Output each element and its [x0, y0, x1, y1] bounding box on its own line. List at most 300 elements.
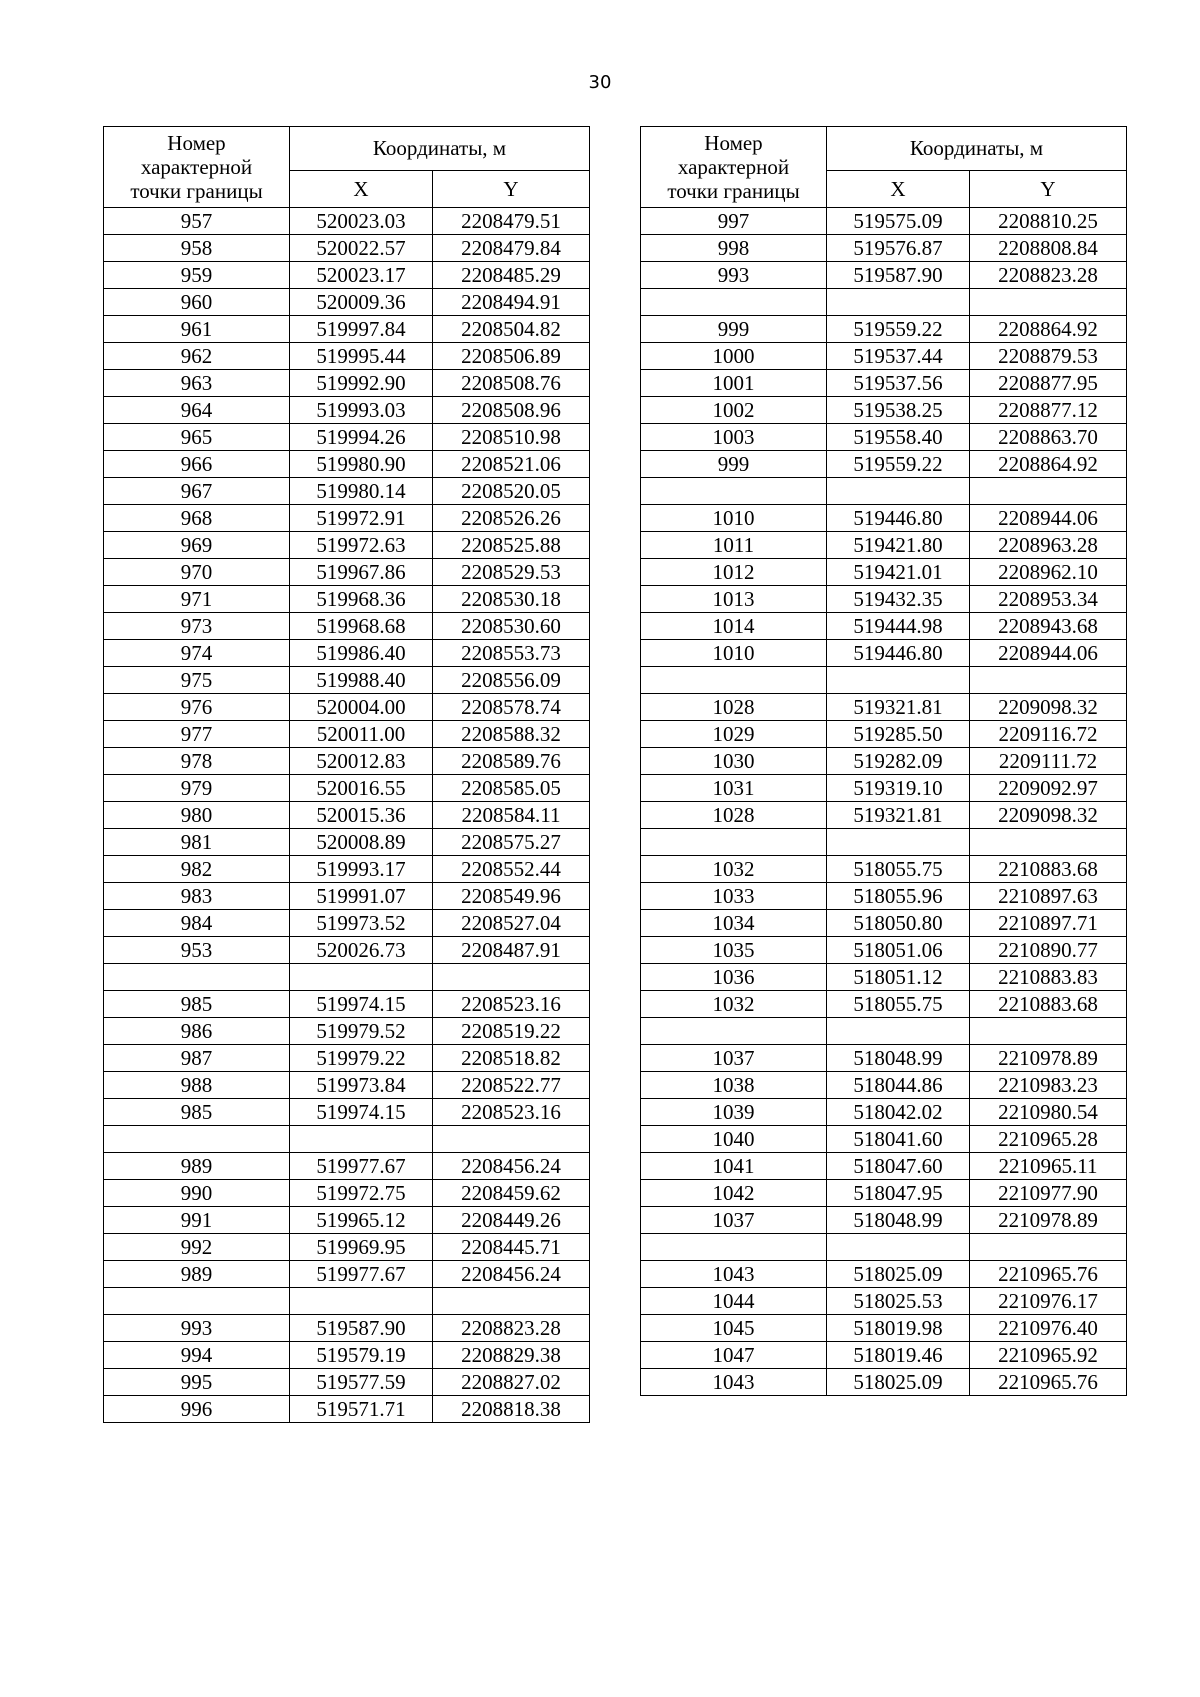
table-row	[104, 694, 590, 721]
x-coordinate-cell: 519285.50	[827, 721, 970, 748]
table-row	[641, 1018, 1127, 1045]
point-number-cell: 970	[104, 559, 290, 586]
point-number-cell: 994	[104, 1342, 290, 1369]
x-coordinate-cell: 518044.86	[827, 1072, 970, 1099]
point-number-cell: 990	[104, 1180, 290, 1207]
y-coordinate-cell: 2210965.92	[970, 1342, 1127, 1369]
y-coordinate-cell: 2208808.84	[970, 235, 1127, 262]
y-coordinate-cell: 2208527.04	[433, 910, 590, 937]
x-header: X	[290, 170, 433, 207]
x-coordinate-cell	[827, 478, 970, 505]
table-row	[641, 262, 1127, 289]
table-row	[104, 1153, 590, 1180]
y-coordinate-cell: 2208585.05	[433, 775, 590, 802]
table-row	[104, 1261, 590, 1288]
table-row	[641, 1315, 1127, 1342]
point-number-cell	[641, 667, 827, 694]
point-number-cell	[104, 964, 290, 991]
x-coordinate-cell: 519559.22	[827, 451, 970, 478]
x-coordinate-cell: 520016.55	[290, 775, 433, 802]
table-row	[641, 829, 1127, 856]
y-coordinate-cell: 2208864.92	[970, 451, 1127, 478]
point-number-cell: 976	[104, 694, 290, 721]
x-coordinate-cell: 519571.71	[290, 1396, 433, 1423]
table-row	[641, 559, 1127, 586]
table-row	[104, 1315, 590, 1342]
point-number-cell: 993	[104, 1315, 290, 1342]
point-number-cell	[104, 1126, 290, 1153]
table-row	[104, 397, 590, 424]
x-coordinate-cell: 520008.89	[290, 829, 433, 856]
y-coordinate-cell: 2210883.68	[970, 991, 1127, 1018]
y-coordinate-cell: 2208521.06	[433, 451, 590, 478]
table-row	[641, 1207, 1127, 1234]
point-number-cell: 959	[104, 262, 290, 289]
x-coordinate-cell: 519977.67	[290, 1261, 433, 1288]
x-coordinate-cell: 519973.84	[290, 1072, 433, 1099]
table-row	[104, 775, 590, 802]
y-coordinate-cell	[970, 667, 1127, 694]
y-coordinate-cell: 2208519.22	[433, 1018, 590, 1045]
page-number: 30	[588, 72, 612, 93]
y-coordinate-cell: 2208584.11	[433, 802, 590, 829]
point-number-cell	[641, 1234, 827, 1261]
table-row	[104, 991, 590, 1018]
x-coordinate-cell: 519446.80	[827, 505, 970, 532]
x-coordinate-cell	[827, 829, 970, 856]
y-coordinate-cell: 2208549.96	[433, 883, 590, 910]
x-coordinate-cell: 519421.80	[827, 532, 970, 559]
table-row	[104, 451, 590, 478]
table-row	[104, 1072, 590, 1099]
point-number-cell: 1032	[641, 856, 827, 883]
y-coordinate-cell: 2208456.24	[433, 1153, 590, 1180]
x-coordinate-cell: 520023.03	[290, 208, 433, 235]
x-coordinate-cell: 519972.63	[290, 532, 433, 559]
x-coordinate-cell: 518041.60	[827, 1126, 970, 1153]
point-number-cell: 1011	[641, 532, 827, 559]
point-number-cell: 989	[104, 1153, 290, 1180]
x-coordinate-cell	[827, 1234, 970, 1261]
y-coordinate-cell: 2208445.71	[433, 1234, 590, 1261]
left-table-body	[104, 208, 590, 1423]
point-number-cell: 977	[104, 721, 290, 748]
point-number-cell: 985	[104, 991, 290, 1018]
y-coordinate-cell: 2208520.05	[433, 478, 590, 505]
table-row	[641, 370, 1127, 397]
point-number-cell: 1035	[641, 937, 827, 964]
y-coordinate-cell: 2208479.84	[433, 235, 590, 262]
x-coordinate-cell	[827, 1018, 970, 1045]
x-coordinate-cell: 518047.60	[827, 1153, 970, 1180]
x-coordinate-cell: 519991.07	[290, 883, 433, 910]
point-number-cell: 1001	[641, 370, 827, 397]
table-row	[641, 532, 1127, 559]
point-number-cell: 1043	[641, 1261, 827, 1288]
table-row	[641, 721, 1127, 748]
point-number-cell: 1010	[641, 505, 827, 532]
point-header-line-3: точки границы	[667, 179, 800, 203]
point-number-cell: 1030	[641, 748, 827, 775]
y-coordinate-cell: 2208829.38	[433, 1342, 590, 1369]
table-row	[104, 235, 590, 262]
x-coordinate-cell: 520012.83	[290, 748, 433, 775]
x-coordinate-cell: 518048.99	[827, 1045, 970, 1072]
y-coordinate-cell: 2208508.76	[433, 370, 590, 397]
table-row	[104, 748, 590, 775]
x-coordinate-cell: 519986.40	[290, 640, 433, 667]
x-coordinate-cell: 520004.00	[290, 694, 433, 721]
point-number-cell: 996	[104, 1396, 290, 1423]
point-header-line-2: характерной	[140, 155, 253, 179]
y-coordinate-cell: 2208963.28	[970, 532, 1127, 559]
x-coordinate-cell: 518025.09	[827, 1369, 970, 1396]
x-coordinate-cell: 520026.73	[290, 937, 433, 964]
table-row	[641, 775, 1127, 802]
point-header-line-3: точки границы	[130, 179, 263, 203]
table-row	[104, 424, 590, 451]
table-row	[641, 1342, 1127, 1369]
table-row	[104, 559, 590, 586]
x-coordinate-cell: 519537.44	[827, 343, 970, 370]
table-row	[641, 964, 1127, 991]
x-coordinate-cell: 519321.81	[827, 802, 970, 829]
x-coordinate-cell: 518048.99	[827, 1207, 970, 1234]
y-coordinate-cell: 2210883.68	[970, 856, 1127, 883]
point-number-cell: 1003	[641, 424, 827, 451]
table-row	[104, 370, 590, 397]
x-coordinate-cell: 519974.15	[290, 1099, 433, 1126]
y-coordinate-cell: 2208508.96	[433, 397, 590, 424]
point-number-header	[641, 127, 827, 208]
point-number-header	[104, 127, 290, 208]
x-coordinate-cell: 518055.75	[827, 991, 970, 1018]
y-coordinate-cell: 2208818.38	[433, 1396, 590, 1423]
point-number-cell: 998	[641, 235, 827, 262]
y-coordinate-cell: 2210980.54	[970, 1099, 1127, 1126]
point-number-cell: 961	[104, 316, 290, 343]
x-coordinate-cell: 519969.95	[290, 1234, 433, 1261]
point-number-cell: 989	[104, 1261, 290, 1288]
y-coordinate-cell: 2208823.28	[970, 262, 1127, 289]
coordinates-header: Координаты, м	[290, 127, 590, 171]
point-number-cell: 1031	[641, 775, 827, 802]
y-coordinate-cell: 2210965.76	[970, 1369, 1127, 1396]
x-coordinate-cell	[290, 1126, 433, 1153]
point-number-cell: 966	[104, 451, 290, 478]
point-number-cell: 995	[104, 1369, 290, 1396]
table-row	[641, 1099, 1127, 1126]
point-number-cell: 1036	[641, 964, 827, 991]
x-coordinate-cell: 519432.35	[827, 586, 970, 613]
table-row	[641, 937, 1127, 964]
x-coordinate-cell: 518019.98	[827, 1315, 970, 1342]
x-coordinate-cell: 519968.68	[290, 613, 433, 640]
point-number-cell: 991	[104, 1207, 290, 1234]
x-coordinate-cell: 519993.17	[290, 856, 433, 883]
point-number-cell: 975	[104, 667, 290, 694]
y-coordinate-cell: 2209098.32	[970, 694, 1127, 721]
point-number-cell: 969	[104, 532, 290, 559]
y-coordinate-cell: 2210965.11	[970, 1153, 1127, 1180]
x-coordinate-cell: 518050.80	[827, 910, 970, 937]
x-coordinate-cell: 519321.81	[827, 694, 970, 721]
y-coordinate-cell: 2210976.40	[970, 1315, 1127, 1342]
x-coordinate-cell: 520023.17	[290, 262, 433, 289]
table-row	[641, 235, 1127, 262]
table-row	[641, 667, 1127, 694]
table-row	[104, 1207, 590, 1234]
point-number-cell: 964	[104, 397, 290, 424]
x-coordinate-cell: 519537.56	[827, 370, 970, 397]
y-coordinate-cell: 2209111.72	[970, 748, 1127, 775]
y-coordinate-cell: 2208449.26	[433, 1207, 590, 1234]
x-coordinate-cell: 519993.03	[290, 397, 433, 424]
y-coordinate-cell	[970, 1018, 1127, 1045]
point-number-cell: 1041	[641, 1153, 827, 1180]
x-coordinate-cell: 518042.02	[827, 1099, 970, 1126]
x-coordinate-cell: 519974.15	[290, 991, 433, 1018]
x-coordinate-cell: 519319.10	[827, 775, 970, 802]
x-coordinate-cell: 519997.84	[290, 316, 433, 343]
table-row	[641, 856, 1127, 883]
x-coordinate-cell: 519444.98	[827, 613, 970, 640]
y-coordinate-cell: 2208823.28	[433, 1315, 590, 1342]
x-coordinate-cell: 519972.75	[290, 1180, 433, 1207]
y-coordinate-cell: 2208944.06	[970, 505, 1127, 532]
y-coordinate-cell: 2208944.06	[970, 640, 1127, 667]
table-row	[641, 1234, 1127, 1261]
y-coordinate-cell: 2208487.91	[433, 937, 590, 964]
table-row	[641, 883, 1127, 910]
point-number-cell: 986	[104, 1018, 290, 1045]
point-number-cell: 962	[104, 343, 290, 370]
point-number-cell: 982	[104, 856, 290, 883]
x-coordinate-cell: 518047.95	[827, 1180, 970, 1207]
y-coordinate-cell: 2208827.02	[433, 1369, 590, 1396]
table-row	[641, 1153, 1127, 1180]
table-row	[641, 451, 1127, 478]
table-row	[641, 910, 1127, 937]
table-row	[641, 478, 1127, 505]
coordinates-header: Координаты, м	[827, 127, 1127, 171]
x-coordinate-cell: 519577.59	[290, 1369, 433, 1396]
x-coordinate-cell: 518051.06	[827, 937, 970, 964]
coordinates-table-right	[640, 126, 1127, 1396]
y-coordinate-cell: 2208588.32	[433, 721, 590, 748]
y-coordinate-cell: 2208530.18	[433, 586, 590, 613]
y-coordinate-cell: 2209116.72	[970, 721, 1127, 748]
table-row	[104, 532, 590, 559]
table-row	[641, 586, 1127, 613]
y-coordinate-cell: 2208877.12	[970, 397, 1127, 424]
point-number-cell: 1000	[641, 343, 827, 370]
x-coordinate-cell	[290, 964, 433, 991]
point-number-cell: 973	[104, 613, 290, 640]
table-row	[641, 424, 1127, 451]
y-coordinate-cell: 2208810.25	[970, 208, 1127, 235]
x-coordinate-cell: 519576.87	[827, 235, 970, 262]
table-row	[641, 1369, 1127, 1396]
x-coordinate-cell: 519967.86	[290, 559, 433, 586]
y-coordinate-cell: 2208459.62	[433, 1180, 590, 1207]
y-coordinate-cell: 2208522.77	[433, 1072, 590, 1099]
y-coordinate-cell: 2210965.76	[970, 1261, 1127, 1288]
table-row	[104, 505, 590, 532]
table-row	[104, 208, 590, 235]
y-coordinate-cell	[433, 1288, 590, 1315]
table-row	[104, 1396, 590, 1423]
table-row	[104, 1234, 590, 1261]
table-row	[641, 208, 1127, 235]
y-coordinate-cell: 2210983.23	[970, 1072, 1127, 1099]
y-header: Y	[433, 170, 590, 207]
table-row	[104, 478, 590, 505]
x-coordinate-cell: 520009.36	[290, 289, 433, 316]
point-number-cell: 1044	[641, 1288, 827, 1315]
y-coordinate-cell: 2208525.88	[433, 532, 590, 559]
point-number-cell: 1013	[641, 586, 827, 613]
x-coordinate-cell: 518051.12	[827, 964, 970, 991]
table-row	[641, 1045, 1127, 1072]
x-coordinate-cell: 519446.80	[827, 640, 970, 667]
y-coordinate-cell: 2208529.53	[433, 559, 590, 586]
y-coordinate-cell: 2210897.71	[970, 910, 1127, 937]
y-coordinate-cell: 2210978.89	[970, 1045, 1127, 1072]
table-row	[104, 1342, 590, 1369]
y-coordinate-cell	[970, 1234, 1127, 1261]
y-coordinate-cell: 2208523.16	[433, 991, 590, 1018]
table-row	[104, 910, 590, 937]
point-number-cell: 978	[104, 748, 290, 775]
point-number-cell: 999	[641, 316, 827, 343]
table-row	[104, 586, 590, 613]
point-number-cell: 1037	[641, 1207, 827, 1234]
table-row	[641, 1126, 1127, 1153]
y-coordinate-cell	[970, 289, 1127, 316]
point-number-cell: 1012	[641, 559, 827, 586]
table-row	[641, 1288, 1127, 1315]
table-row	[641, 316, 1127, 343]
x-coordinate-cell: 519992.90	[290, 370, 433, 397]
point-number-cell: 1037	[641, 1045, 827, 1072]
y-coordinate-cell: 2208864.92	[970, 316, 1127, 343]
point-number-cell: 981	[104, 829, 290, 856]
x-coordinate-cell	[827, 289, 970, 316]
point-number-cell: 967	[104, 478, 290, 505]
point-number-cell: 993	[641, 262, 827, 289]
point-number-cell	[641, 289, 827, 316]
y-coordinate-cell: 2208523.16	[433, 1099, 590, 1126]
table-row	[104, 262, 590, 289]
y-coordinate-cell: 2208879.53	[970, 343, 1127, 370]
y-coordinate-cell: 2209098.32	[970, 802, 1127, 829]
x-coordinate-cell: 519968.36	[290, 586, 433, 613]
y-coordinate-cell: 2208575.27	[433, 829, 590, 856]
y-coordinate-cell: 2208553.73	[433, 640, 590, 667]
point-number-cell: 960	[104, 289, 290, 316]
x-coordinate-cell: 519973.52	[290, 910, 433, 937]
y-coordinate-cell: 2208877.95	[970, 370, 1127, 397]
y-coordinate-cell: 2208589.76	[433, 748, 590, 775]
x-coordinate-cell: 519980.90	[290, 451, 433, 478]
point-number-cell: 1047	[641, 1342, 827, 1369]
table-row	[641, 343, 1127, 370]
x-coordinate-cell: 518025.09	[827, 1261, 970, 1288]
y-coordinate-cell: 2208494.91	[433, 289, 590, 316]
table-row	[104, 1180, 590, 1207]
point-number-cell: 965	[104, 424, 290, 451]
y-coordinate-cell: 2208863.70	[970, 424, 1127, 451]
y-coordinate-cell: 2208479.51	[433, 208, 590, 235]
point-number-cell	[641, 1018, 827, 1045]
x-coordinate-cell: 520022.57	[290, 235, 433, 262]
table-row	[104, 1288, 590, 1315]
point-header-line-1: Номер	[167, 131, 226, 155]
point-number-cell: 979	[104, 775, 290, 802]
point-number-cell	[641, 829, 827, 856]
x-coordinate-cell: 519995.44	[290, 343, 433, 370]
x-coordinate-cell: 519558.40	[827, 424, 970, 451]
x-coordinate-cell: 518055.75	[827, 856, 970, 883]
table-row	[641, 748, 1127, 775]
point-number-cell: 997	[641, 208, 827, 235]
x-coordinate-cell: 519994.26	[290, 424, 433, 451]
y-coordinate-cell: 2210883.83	[970, 964, 1127, 991]
table-row	[104, 343, 590, 370]
y-coordinate-cell	[970, 829, 1127, 856]
table-row	[641, 991, 1127, 1018]
coordinates-table-left	[103, 126, 590, 1423]
y-coordinate-cell: 2209092.97	[970, 775, 1127, 802]
x-coordinate-cell: 519988.40	[290, 667, 433, 694]
table-row	[641, 1072, 1127, 1099]
x-coordinate-cell: 518019.46	[827, 1342, 970, 1369]
table-row	[641, 1180, 1127, 1207]
y-coordinate-cell: 2208506.89	[433, 343, 590, 370]
table-row	[641, 1261, 1127, 1288]
point-number-cell: 957	[104, 208, 290, 235]
point-number-cell: 980	[104, 802, 290, 829]
y-coordinate-cell: 2208510.98	[433, 424, 590, 451]
y-coordinate-cell: 2208552.44	[433, 856, 590, 883]
y-coordinate-cell: 2210978.89	[970, 1207, 1127, 1234]
point-header-line-2: характерной	[677, 155, 790, 179]
y-coordinate-cell: 2210976.17	[970, 1288, 1127, 1315]
point-number-cell: 1043	[641, 1369, 827, 1396]
x-coordinate-cell: 518055.96	[827, 883, 970, 910]
x-coordinate-cell: 519587.90	[290, 1315, 433, 1342]
table-row	[104, 856, 590, 883]
x-coordinate-cell	[827, 667, 970, 694]
table-row	[104, 613, 590, 640]
x-coordinate-cell: 519980.14	[290, 478, 433, 505]
x-coordinate-cell: 519587.90	[827, 262, 970, 289]
point-number-cell: 958	[104, 235, 290, 262]
y-coordinate-cell: 2208518.82	[433, 1045, 590, 1072]
table-row	[104, 1045, 590, 1072]
point-number-cell	[641, 478, 827, 505]
point-number-cell: 1045	[641, 1315, 827, 1342]
x-coordinate-cell: 519979.52	[290, 1018, 433, 1045]
table-row	[104, 1099, 590, 1126]
point-number-cell: 1028	[641, 802, 827, 829]
point-number-cell: 974	[104, 640, 290, 667]
y-coordinate-cell: 2208962.10	[970, 559, 1127, 586]
y-coordinate-cell	[433, 964, 590, 991]
table-row	[641, 802, 1127, 829]
table-row	[104, 964, 590, 991]
